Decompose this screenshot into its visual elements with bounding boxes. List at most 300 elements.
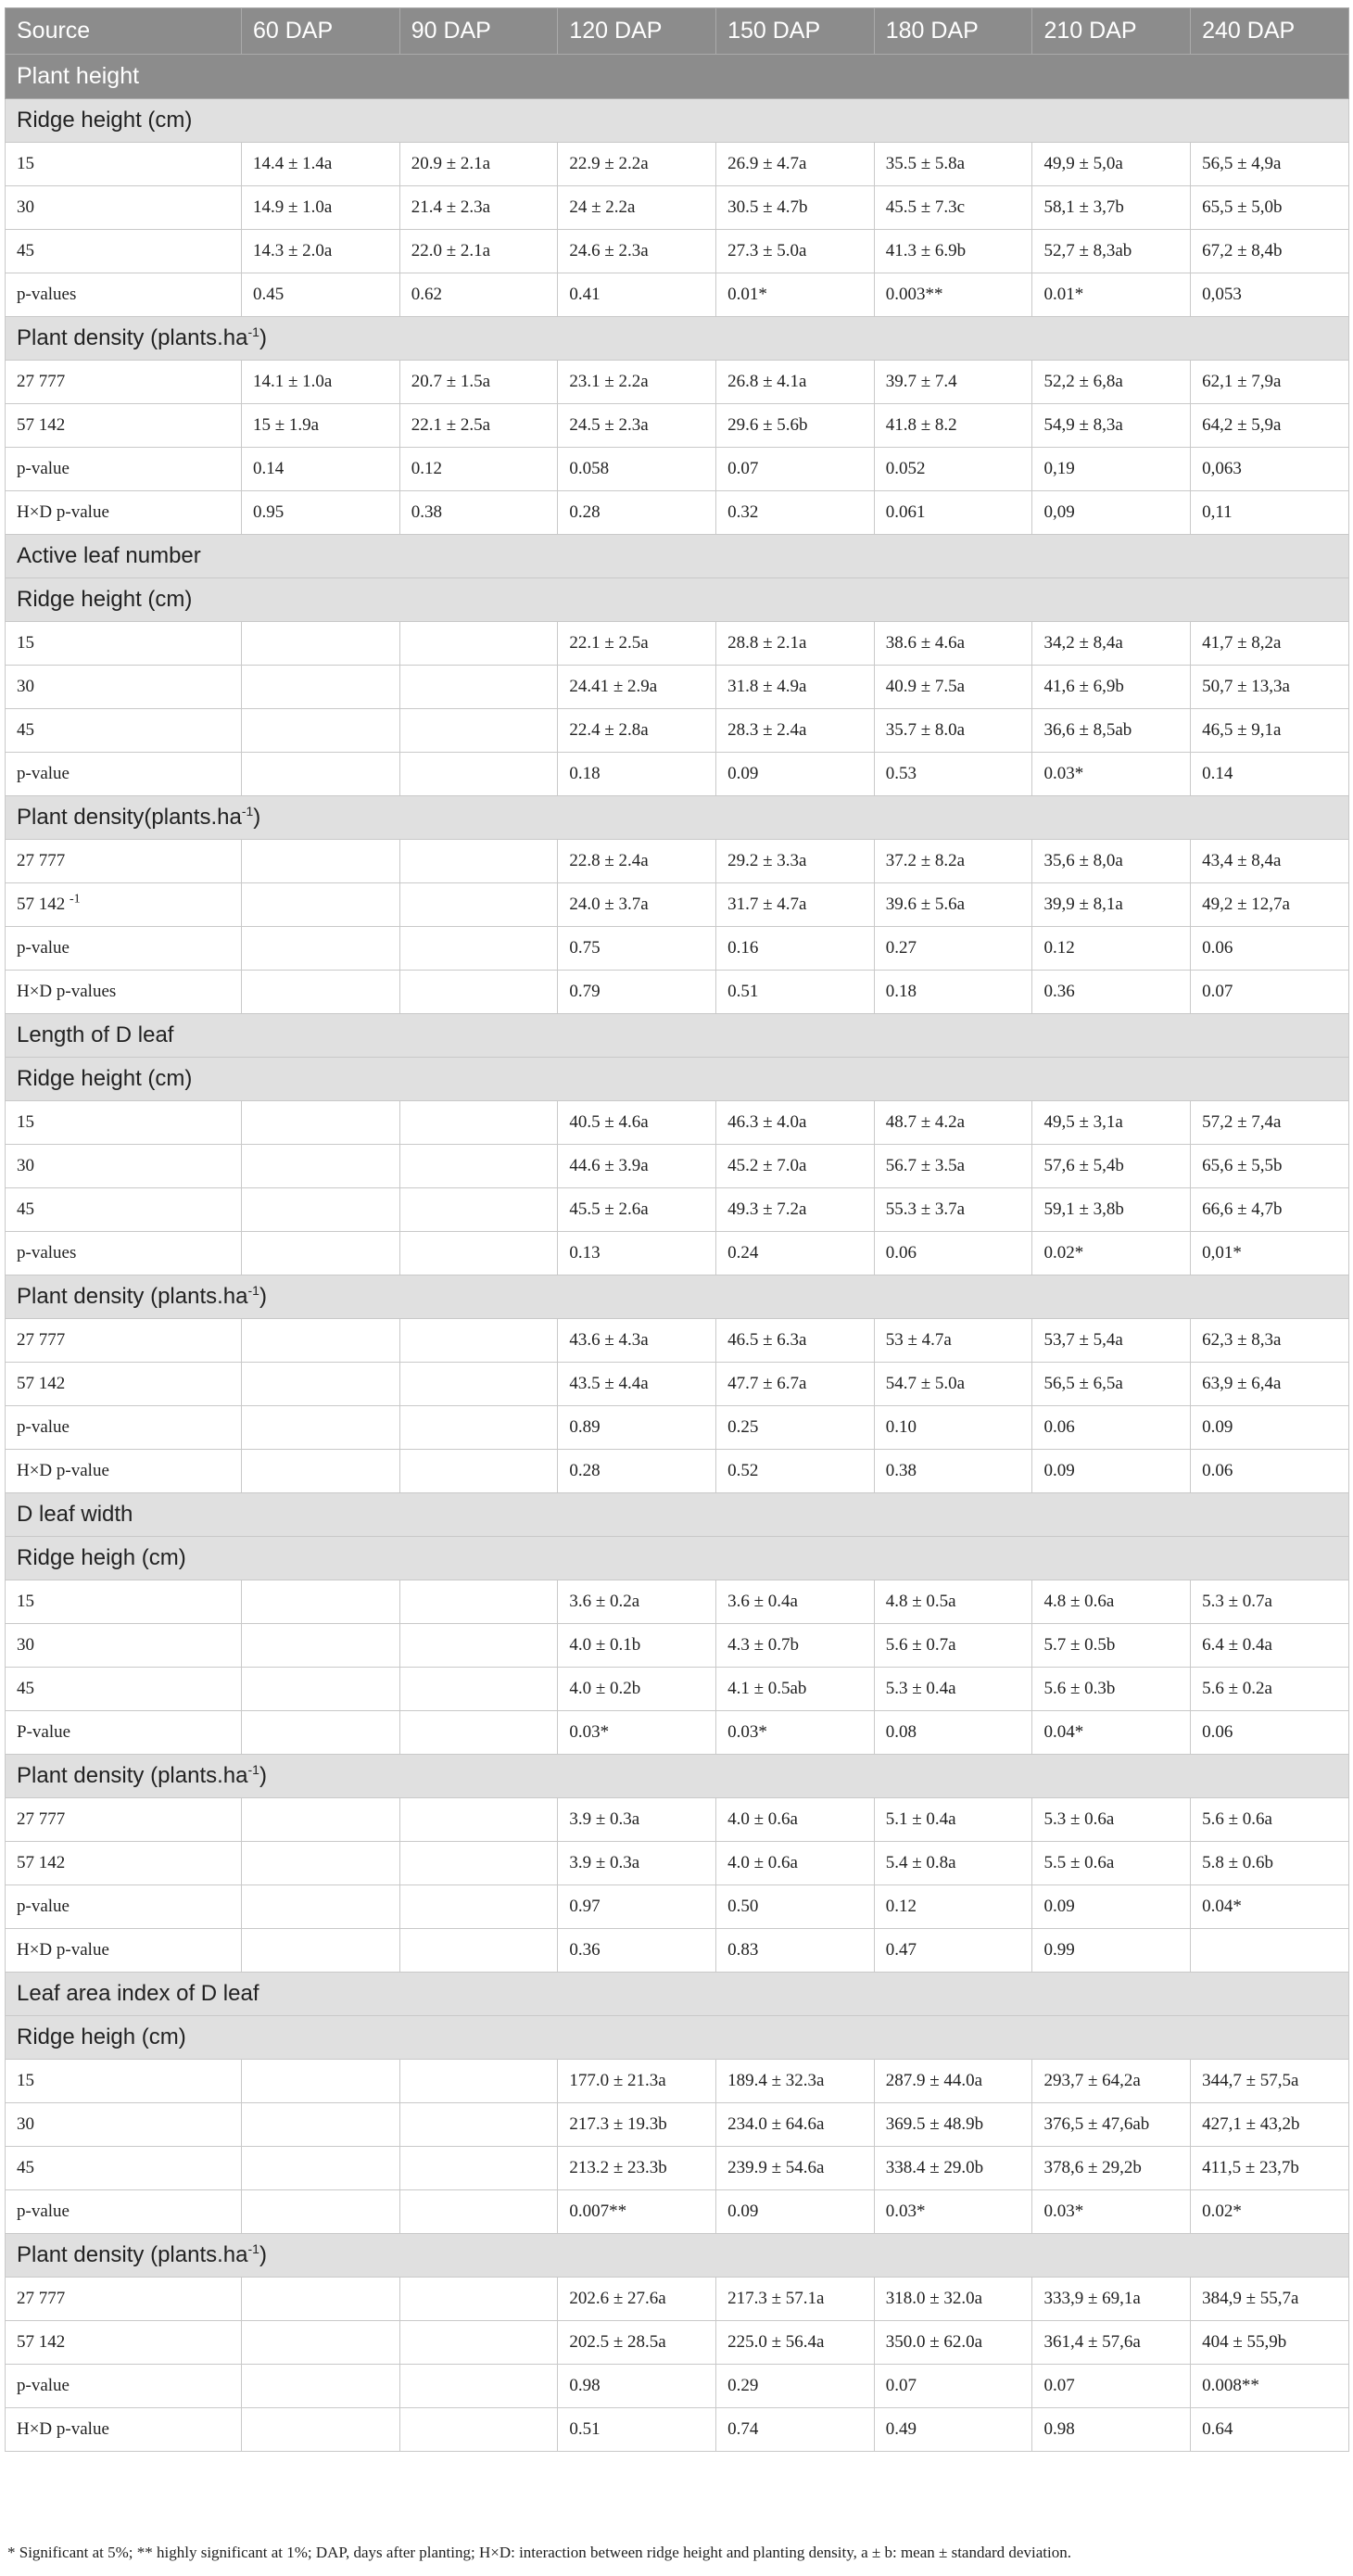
cell-value: 0.04* xyxy=(1043,1722,1084,1742)
value-cell xyxy=(399,230,558,273)
cell-value: 4.8 ± 0.6a xyxy=(1043,1592,1115,1611)
cell-value: 0.007** xyxy=(569,2202,627,2221)
value-cell xyxy=(399,1363,558,1406)
cell-value: 49,9 ± 5,0a xyxy=(1043,154,1123,173)
row-label-cell xyxy=(6,2103,242,2147)
cell-value: 65,6 ± 5,5b xyxy=(1202,1156,1283,1175)
cell-value: 0.28 xyxy=(569,502,601,522)
value-cell xyxy=(716,1929,875,1973)
cell-value: 0.03* xyxy=(1043,2202,1084,2221)
subsection-header-row xyxy=(6,535,1349,578)
value-cell xyxy=(716,1450,875,1493)
value-cell xyxy=(399,2103,558,2147)
cell-value: 4.0 ± 0.6a xyxy=(727,1853,798,1872)
cell-value: 14.1 ± 1.0a xyxy=(253,372,333,391)
header-cell-210-dap: 210 DAP xyxy=(1032,8,1191,55)
cell-value: 43.6 ± 4.3a xyxy=(569,1330,649,1350)
value-cell xyxy=(399,1232,558,1275)
value-cell xyxy=(558,1319,716,1363)
value-cell xyxy=(874,1798,1032,1842)
value-cell xyxy=(716,1798,875,1842)
cell-value: 0.18 xyxy=(569,764,601,783)
value-cell xyxy=(399,1624,558,1668)
table-row xyxy=(6,1363,1349,1406)
value-cell xyxy=(399,1668,558,1711)
subsection-title xyxy=(6,2234,1349,2278)
value-cell xyxy=(399,1885,558,1929)
value-cell xyxy=(1032,1842,1191,1885)
value-cell xyxy=(1032,1101,1191,1145)
value-cell xyxy=(1032,883,1191,927)
row-label: H×D p-values xyxy=(17,982,117,1001)
value-cell xyxy=(716,1363,875,1406)
section-label: Ridge heigh (cm) xyxy=(17,2024,186,2049)
value-cell xyxy=(558,448,716,491)
cell-value: 22.8 ± 2.4a xyxy=(569,851,649,870)
value-cell xyxy=(716,1406,875,1450)
cell-value: 5.3 ± 0.7a xyxy=(1202,1592,1272,1611)
subsection-header-row xyxy=(6,1493,1349,1537)
value-cell xyxy=(1191,143,1349,186)
row-label-cell xyxy=(6,1668,242,1711)
value-cell xyxy=(716,143,875,186)
row-label-cell xyxy=(6,753,242,796)
header-cell-source: Source xyxy=(6,8,242,55)
cell-value: 202.5 ± 28.5a xyxy=(569,2332,666,2352)
cell-value: 411,5 ± 23,7b xyxy=(1202,2158,1299,2177)
cell-value: 66,6 ± 4,7b xyxy=(1202,1199,1283,1219)
cell-value: 0.16 xyxy=(727,938,759,958)
value-cell xyxy=(242,143,400,186)
cell-value: 29.6 ± 5.6b xyxy=(727,415,808,435)
value-cell xyxy=(1032,404,1191,448)
table-row xyxy=(6,709,1349,753)
row-label-cell xyxy=(6,448,242,491)
cell-value: 43.5 ± 4.4a xyxy=(569,1374,649,1393)
value-cell xyxy=(558,2190,716,2234)
cell-value: 50,7 ± 13,3a xyxy=(1202,677,1290,696)
table-row xyxy=(6,186,1349,230)
cell-value: 217.3 ± 57.1a xyxy=(727,2289,825,2308)
value-cell xyxy=(242,1624,400,1668)
cell-value: 0.52 xyxy=(727,1461,759,1480)
cell-value: 0.13 xyxy=(569,1243,601,1263)
value-cell xyxy=(558,2278,716,2321)
value-cell xyxy=(716,622,875,666)
row-label-cell xyxy=(6,1842,242,1885)
value-cell xyxy=(558,404,716,448)
section-label: Length of D leaf xyxy=(17,1022,174,1047)
cell-value: 39.7 ± 7.4 xyxy=(885,372,957,391)
cell-value: 24.6 ± 2.3a xyxy=(569,241,649,260)
value-cell xyxy=(874,2278,1032,2321)
cell-value: 26.9 ± 4.7a xyxy=(727,154,807,173)
value-cell xyxy=(716,404,875,448)
section-label: D leaf width xyxy=(17,1502,133,1527)
section-label: Ridge height (cm) xyxy=(17,587,193,612)
cell-value: 54.7 ± 5.0a xyxy=(885,1374,966,1393)
row-label-cell xyxy=(6,2321,242,2365)
cell-value: 14.3 ± 2.0a xyxy=(253,241,333,260)
value-cell xyxy=(242,2408,400,2452)
subsection-title xyxy=(6,1493,1349,1537)
value-cell xyxy=(874,1929,1032,1973)
value-cell xyxy=(242,1711,400,1755)
value-cell xyxy=(399,2408,558,2452)
value-cell xyxy=(716,2147,875,2190)
cell-value: 0.09 xyxy=(727,764,759,783)
cell-value: 0.03* xyxy=(1043,764,1084,783)
value-cell xyxy=(242,1145,400,1188)
cell-value: 35.7 ± 8.0a xyxy=(885,720,966,740)
value-cell xyxy=(242,709,400,753)
value-cell xyxy=(1191,1929,1349,1973)
value-cell xyxy=(1191,2408,1349,2452)
cell-value: 56.7 ± 3.5a xyxy=(885,1156,966,1175)
cell-value: 318.0 ± 32.0a xyxy=(885,2289,983,2308)
value-cell xyxy=(1191,448,1349,491)
subsection-header-row xyxy=(6,2234,1349,2278)
cell-value: 4.8 ± 0.5a xyxy=(885,1592,956,1611)
value-cell xyxy=(399,666,558,709)
value-cell xyxy=(1032,186,1191,230)
value-cell xyxy=(874,1101,1032,1145)
row-label: H×D p-value xyxy=(17,2419,109,2439)
cell-value: 4.3 ± 0.7b xyxy=(727,1635,799,1655)
value-cell xyxy=(1191,622,1349,666)
value-cell xyxy=(716,448,875,491)
value-cell xyxy=(1191,1842,1349,1885)
value-cell xyxy=(242,404,400,448)
value-cell xyxy=(242,927,400,971)
value-cell xyxy=(874,1668,1032,1711)
cell-value: 24.41 ± 2.9a xyxy=(569,677,658,696)
table-row xyxy=(6,2321,1349,2365)
table-row xyxy=(6,2190,1349,2234)
cell-value: 0.18 xyxy=(885,982,917,1001)
value-cell xyxy=(1191,2365,1349,2408)
cell-value: 22.1 ± 2.5a xyxy=(569,633,649,653)
row-label-cell xyxy=(6,927,242,971)
cell-value: 21.4 ± 2.3a xyxy=(411,197,491,217)
cell-value: 0.03* xyxy=(885,2202,926,2221)
row-label-cell xyxy=(6,1232,242,1275)
value-cell xyxy=(716,1145,875,1188)
row-label-cell xyxy=(6,2365,242,2408)
value-cell xyxy=(716,361,875,404)
value-cell xyxy=(242,1929,400,1973)
row-label: H×D p-value xyxy=(17,502,109,522)
subsection-title xyxy=(6,796,1349,840)
value-cell xyxy=(558,1798,716,1842)
row-label: P-value xyxy=(17,1722,71,1742)
value-cell xyxy=(716,840,875,883)
row-label-cell xyxy=(6,2408,242,2452)
cell-value: 4.0 ± 0.1b xyxy=(569,1635,641,1655)
table-row xyxy=(6,666,1349,709)
row-label-cell xyxy=(6,1885,242,1929)
cell-value: 0.052 xyxy=(885,459,926,478)
table-row xyxy=(6,1885,1349,1929)
value-cell xyxy=(1032,1406,1191,1450)
cell-value: 0.07 xyxy=(1043,2376,1075,2395)
value-cell xyxy=(558,1929,716,1973)
cell-value: 31.8 ± 4.9a xyxy=(727,677,807,696)
value-cell xyxy=(716,1319,875,1363)
cell-value: 22.1 ± 2.5a xyxy=(411,415,491,435)
header-cell-90-dap: 90 DAP xyxy=(399,8,558,55)
cell-value: 189.4 ± 32.3a xyxy=(727,2071,825,2090)
cell-value: 5.6 ± 0.6a xyxy=(1202,1809,1272,1829)
cell-value: 0.06 xyxy=(885,1243,917,1263)
cell-value: 0,01* xyxy=(1202,1243,1242,1263)
table-row xyxy=(6,361,1349,404)
cell-value: 28.3 ± 2.4a xyxy=(727,720,807,740)
label-tail: ) xyxy=(259,2242,267,2267)
cell-value: 24.0 ± 3.7a xyxy=(569,895,649,914)
cell-value: 47.7 ± 6.7a xyxy=(727,1374,807,1393)
row-label: 27 777 xyxy=(17,1809,66,1829)
value-cell xyxy=(716,2365,875,2408)
value-cell xyxy=(399,1711,558,1755)
value-cell xyxy=(1032,448,1191,491)
row-label: 57 142 xyxy=(17,2332,66,2352)
row-label: 57 142 xyxy=(17,895,66,914)
table-row xyxy=(6,1668,1349,1711)
cell-value: 0.04* xyxy=(1202,1897,1242,1916)
row-label-cell xyxy=(6,1406,242,1450)
cell-value: 0.36 xyxy=(1043,982,1075,1001)
subsection-title xyxy=(6,99,1349,143)
subsection-title xyxy=(6,1058,1349,1101)
value-cell xyxy=(399,1842,558,1885)
cell-value: 0.06 xyxy=(1202,938,1233,958)
cell-value: 14.4 ± 1.4a xyxy=(253,154,333,173)
value-cell xyxy=(399,186,558,230)
cell-value: 5.3 ± 0.4a xyxy=(885,1679,956,1698)
value-cell xyxy=(242,840,400,883)
value-cell xyxy=(1191,2278,1349,2321)
cell-value: 0.89 xyxy=(569,1417,601,1437)
cell-value: 217.3 ± 19.3b xyxy=(569,2114,667,2134)
value-cell xyxy=(874,2147,1032,2190)
value-cell xyxy=(874,1580,1032,1624)
cell-value: 0.32 xyxy=(727,502,759,522)
table-row xyxy=(6,1711,1349,1755)
row-label-cell xyxy=(6,1450,242,1493)
section-label: Active leaf number xyxy=(17,543,201,568)
value-cell xyxy=(242,1232,400,1275)
value-cell xyxy=(399,2321,558,2365)
value-cell xyxy=(716,2103,875,2147)
value-cell xyxy=(242,1842,400,1885)
cell-value: 0,09 xyxy=(1043,502,1075,522)
table-row xyxy=(6,1929,1349,1973)
value-cell xyxy=(558,883,716,927)
value-cell xyxy=(1191,230,1349,273)
row-label: 15 xyxy=(17,2071,34,2090)
value-cell xyxy=(399,143,558,186)
value-cell xyxy=(558,927,716,971)
cell-value: 0.29 xyxy=(727,2376,759,2395)
cell-value: 41.8 ± 8.2 xyxy=(885,415,957,435)
cell-value: 0.98 xyxy=(1043,2419,1075,2439)
row-label: p-value xyxy=(17,2376,70,2395)
value-cell xyxy=(558,273,716,317)
table-row xyxy=(6,448,1349,491)
row-label: p-value xyxy=(17,938,70,958)
value-cell xyxy=(399,1188,558,1232)
value-cell xyxy=(242,1668,400,1711)
value-cell xyxy=(399,1406,558,1450)
value-cell xyxy=(1032,1450,1191,1493)
subsection-title xyxy=(6,317,1349,361)
value-cell xyxy=(242,2365,400,2408)
value-cell xyxy=(558,1188,716,1232)
cell-value: 46.5 ± 6.3a xyxy=(727,1330,807,1350)
row-label: 45 xyxy=(17,241,34,260)
cell-value: 0.53 xyxy=(885,764,917,783)
value-cell xyxy=(1191,1319,1349,1363)
value-cell xyxy=(1191,1450,1349,1493)
cell-value: 49.3 ± 7.2a xyxy=(727,1199,807,1219)
value-cell xyxy=(1191,1711,1349,1755)
value-cell xyxy=(1191,491,1349,535)
row-label: 45 xyxy=(17,1679,34,1698)
row-label: 27 777 xyxy=(17,1330,66,1350)
cell-value: 0.01* xyxy=(1043,285,1084,304)
cell-value: 0.62 xyxy=(411,285,442,304)
table-row xyxy=(6,1624,1349,1668)
subsection-header-row xyxy=(6,1014,1349,1058)
value-cell xyxy=(1191,273,1349,317)
value-cell xyxy=(399,840,558,883)
cell-value: 0.24 xyxy=(727,1243,759,1263)
value-cell xyxy=(1191,1668,1349,1711)
cell-value: 54,9 ± 8,3a xyxy=(1043,415,1123,435)
value-cell xyxy=(874,1363,1032,1406)
value-cell xyxy=(1032,2060,1191,2103)
cell-value: 0.02* xyxy=(1043,1243,1084,1263)
row-label: p-values xyxy=(17,1243,77,1263)
value-cell xyxy=(558,1145,716,1188)
table-row xyxy=(6,2365,1349,2408)
cell-value: 0.06 xyxy=(1202,1722,1233,1742)
header-cell-180-dap: 180 DAP xyxy=(874,8,1032,55)
cell-value: 4.1 ± 0.5ab xyxy=(727,1679,807,1698)
value-cell xyxy=(1032,143,1191,186)
value-cell xyxy=(716,273,875,317)
cell-value: 0.47 xyxy=(885,1940,917,1960)
value-cell xyxy=(242,1319,400,1363)
value-cell xyxy=(874,1406,1032,1450)
row-label-cell xyxy=(6,622,242,666)
value-cell xyxy=(874,230,1032,273)
value-cell xyxy=(558,361,716,404)
value-cell xyxy=(558,491,716,535)
value-cell xyxy=(1032,1363,1191,1406)
row-label: p-value xyxy=(17,1897,70,1916)
value-cell xyxy=(558,230,716,273)
cell-value: 0.07 xyxy=(1202,982,1233,1001)
cell-value: 0.38 xyxy=(885,1461,917,1480)
cell-value: 41,6 ± 6,9b xyxy=(1043,677,1124,696)
value-cell xyxy=(558,622,716,666)
value-cell xyxy=(1032,2278,1191,2321)
value-cell xyxy=(716,1101,875,1145)
cell-value: 369.5 ± 48.9b xyxy=(885,2114,984,2134)
cell-value: 36,6 ± 8,5ab xyxy=(1043,720,1132,740)
value-cell xyxy=(1032,1319,1191,1363)
cell-value: 239.9 ± 54.6a xyxy=(727,2158,825,2177)
value-cell xyxy=(399,491,558,535)
value-cell xyxy=(1191,840,1349,883)
table-footnote: * Significant at 5%; ** highly significant at 1%; DAP, days after planting; H×D: interaction between ridge height and planting density, a ± b: mean ± standard deviation. xyxy=(7,2544,1071,2561)
cell-value: 46.3 ± 4.0a xyxy=(727,1112,807,1132)
table-row xyxy=(6,2060,1349,2103)
cell-value: 24.5 ± 2.3a xyxy=(569,415,649,435)
row-label-cell xyxy=(6,2278,242,2321)
row-label-cell xyxy=(6,1363,242,1406)
cell-value: 41,7 ± 8,2a xyxy=(1202,633,1282,653)
cell-value: 0.28 xyxy=(569,1461,601,1480)
cell-value: 0,053 xyxy=(1202,285,1242,304)
subsection-title xyxy=(6,1537,1349,1580)
subsection-header-row xyxy=(6,99,1349,143)
value-cell xyxy=(242,883,400,927)
value-cell xyxy=(716,927,875,971)
cell-value: 41.3 ± 6.9b xyxy=(885,241,967,260)
value-cell xyxy=(1191,2103,1349,2147)
row-label: 15 xyxy=(17,154,34,173)
cell-value: 0.99 xyxy=(1043,1940,1075,1960)
cell-value: 376,5 ± 47,6ab xyxy=(1043,2114,1150,2134)
value-cell xyxy=(242,491,400,535)
value-cell xyxy=(558,1711,716,1755)
value-cell xyxy=(874,361,1032,404)
value-cell xyxy=(1032,2147,1191,2190)
cell-value: 34,2 ± 8,4a xyxy=(1043,633,1123,653)
cell-value: 37.2 ± 8.2a xyxy=(885,851,966,870)
value-cell xyxy=(399,1580,558,1624)
value-cell xyxy=(1191,1406,1349,1450)
subsection-title xyxy=(6,1014,1349,1058)
value-cell xyxy=(242,1580,400,1624)
value-cell xyxy=(1032,230,1191,273)
cell-value: 5.4 ± 0.8a xyxy=(885,1853,956,1872)
row-label-cell xyxy=(6,1624,242,1668)
subsection-header-row xyxy=(6,1973,1349,2016)
value-cell xyxy=(558,1450,716,1493)
row-label-cell xyxy=(6,2147,242,2190)
value-cell xyxy=(874,971,1032,1014)
value-cell xyxy=(1191,666,1349,709)
value-cell xyxy=(1032,927,1191,971)
section-title xyxy=(6,55,1349,99)
value-cell xyxy=(558,1406,716,1450)
section-label: Plant height xyxy=(17,63,140,89)
value-cell xyxy=(1191,1145,1349,1188)
value-cell xyxy=(874,491,1032,535)
value-cell xyxy=(1191,1363,1349,1406)
cell-value: 4.0 ± 0.2b xyxy=(569,1679,641,1698)
value-cell xyxy=(874,2190,1032,2234)
cell-value: 213.2 ± 23.3b xyxy=(569,2158,667,2177)
cell-value: 20.9 ± 2.1a xyxy=(411,154,491,173)
cell-value: 0,19 xyxy=(1043,459,1075,478)
cell-value: 26.8 ± 4.1a xyxy=(727,372,807,391)
value-cell xyxy=(874,186,1032,230)
